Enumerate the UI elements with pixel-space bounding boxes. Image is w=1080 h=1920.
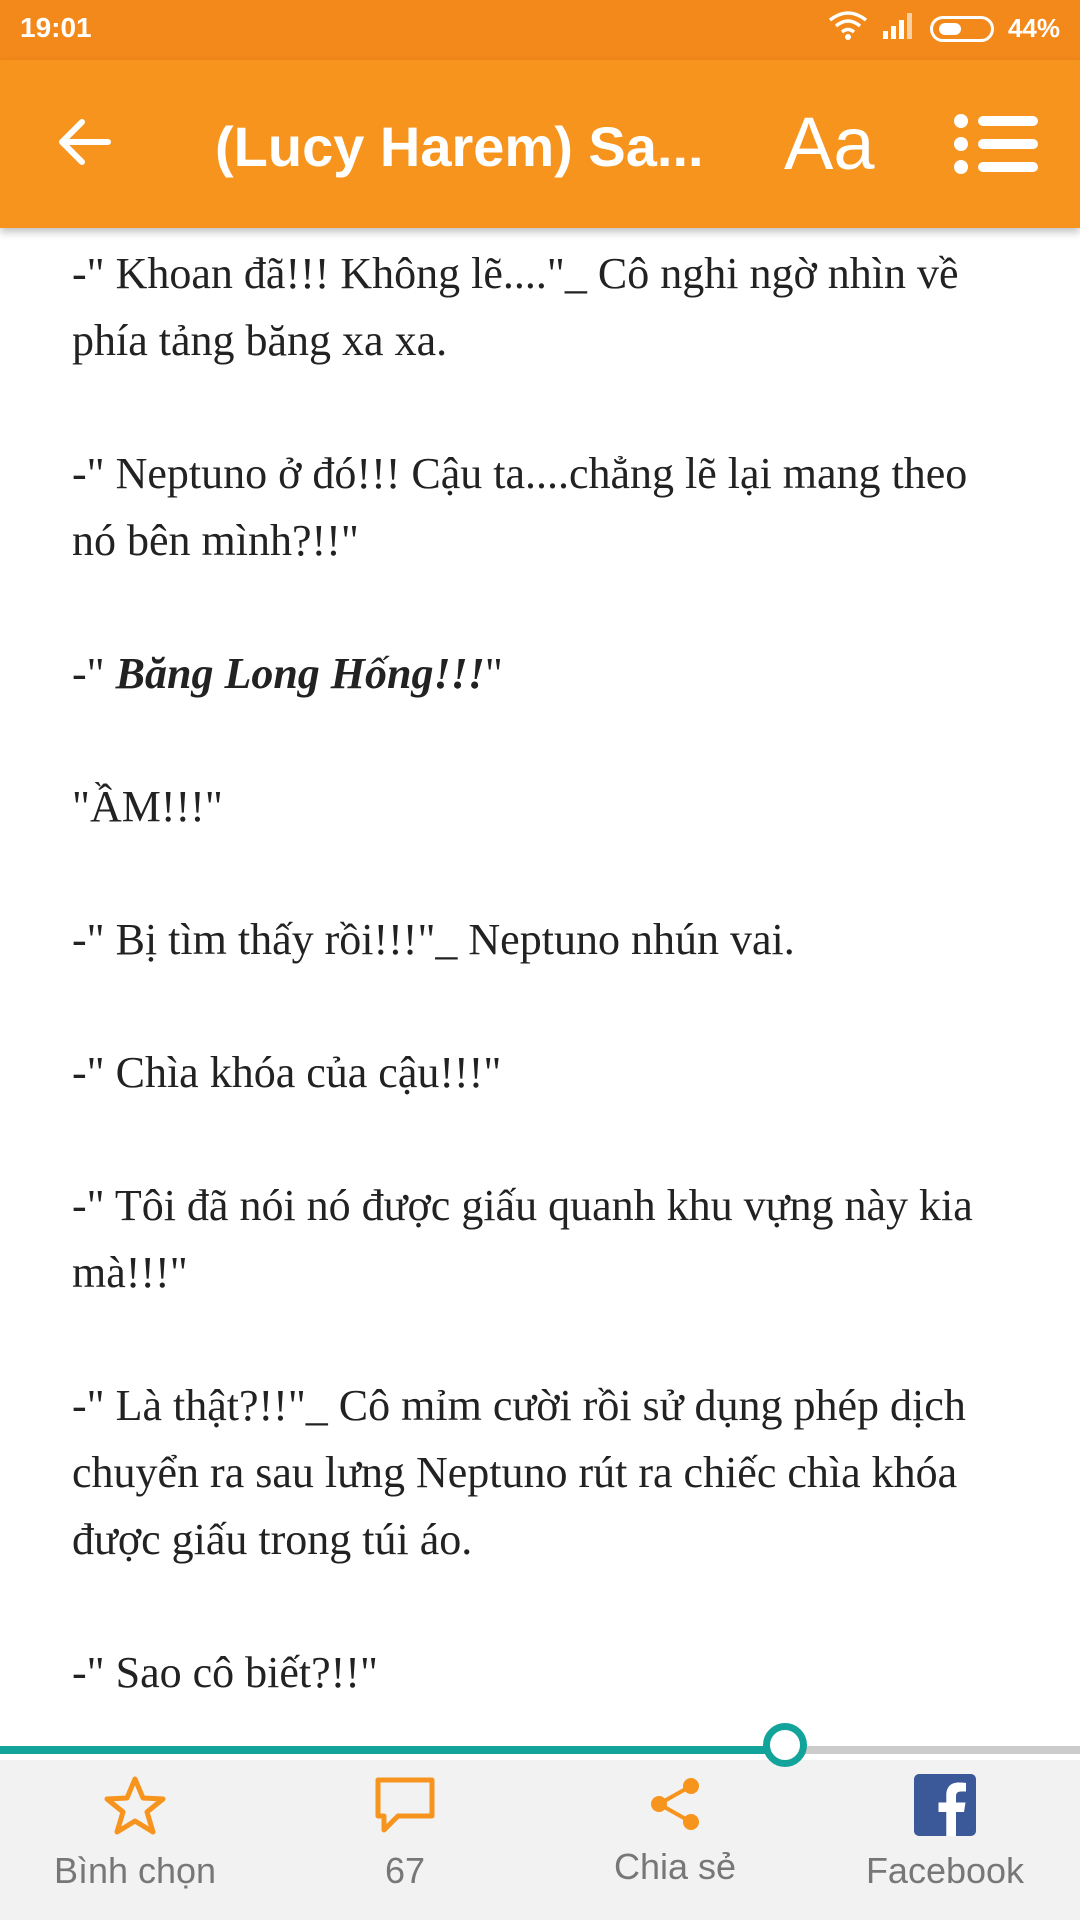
comments-count: 67	[384, 1850, 426, 1891]
list-menu-icon[interactable]	[952, 112, 1042, 176]
chapter-text	[72, 240, 1012, 1772]
wifi-icon	[828, 10, 868, 47]
facebook-button[interactable]	[810, 1760, 1080, 1920]
signal-icon	[882, 11, 916, 46]
font-settings-button[interactable]: Aa	[784, 102, 875, 185]
paragraph: "ẦM!!!"	[72, 782, 223, 831]
bottom-action-bar	[0, 1760, 1080, 1920]
vote-label: Bình chọn	[53, 1850, 217, 1891]
story-title: (Lucy Harem) Sa...	[215, 115, 704, 178]
battery-percent: 44%	[1007, 13, 1060, 43]
app-bar	[0, 60, 1080, 228]
comment-bubble-icon	[270, 1774, 540, 1844]
paragraph: -" Neptuno ở đó!!! Cậu ta....chẳng lẽ lại mang theo nó bên mình?!!"	[72, 449, 968, 565]
paragraph: -" Chìa khóa của cậu!!!"	[72, 1048, 502, 1097]
paragraph: -" Tôi đã nói nó được giấu quanh khu vựng này kia mà!!!"	[72, 1181, 973, 1297]
battery-icon	[930, 16, 994, 42]
emphasis-prefix: -"	[72, 649, 116, 698]
vote-button[interactable]	[0, 1760, 270, 1920]
paragraph: -" Là thật?!!"_ Cô mỉm cười rồi sử dụng phép dịch chuyển ra sau lưng Neptuno rút ra chiếc chìa khóa được giấu trong túi áo.	[72, 1381, 966, 1564]
reading-progress-slider[interactable]	[0, 1738, 1080, 1760]
back-arrow-icon[interactable]	[52, 110, 116, 174]
facebook-icon	[810, 1774, 1080, 1844]
progress-fill	[0, 1746, 785, 1754]
status-time: 19:01	[20, 12, 92, 43]
emphasis-suffix: "	[484, 649, 503, 698]
paragraph-emphasis	[72, 640, 1012, 707]
paragraph: -" Khoan đã!!! Không lẽ...."_ Cô nghi ngờ nhìn về phía tảng băng xa xa.	[72, 249, 959, 365]
comments-button[interactable]	[270, 1760, 540, 1920]
star-icon	[0, 1774, 270, 1844]
emphasis-text: Băng Long Hống!!!	[115, 649, 485, 698]
paragraph: -" Bị tìm thấy rồi!!!"_ Neptuno nhún vai.	[72, 915, 795, 964]
share-button[interactable]	[540, 1760, 810, 1920]
paragraph: -" Sao cô biết?!!"	[72, 1648, 378, 1697]
status-bar	[0, 0, 1080, 60]
facebook-label: Facebook	[865, 1850, 1025, 1891]
progress-handle[interactable]	[763, 1723, 807, 1767]
share-icon	[540, 1774, 810, 1844]
status-icons	[828, 10, 1060, 47]
share-label: Chia sẻ	[613, 1846, 737, 1887]
